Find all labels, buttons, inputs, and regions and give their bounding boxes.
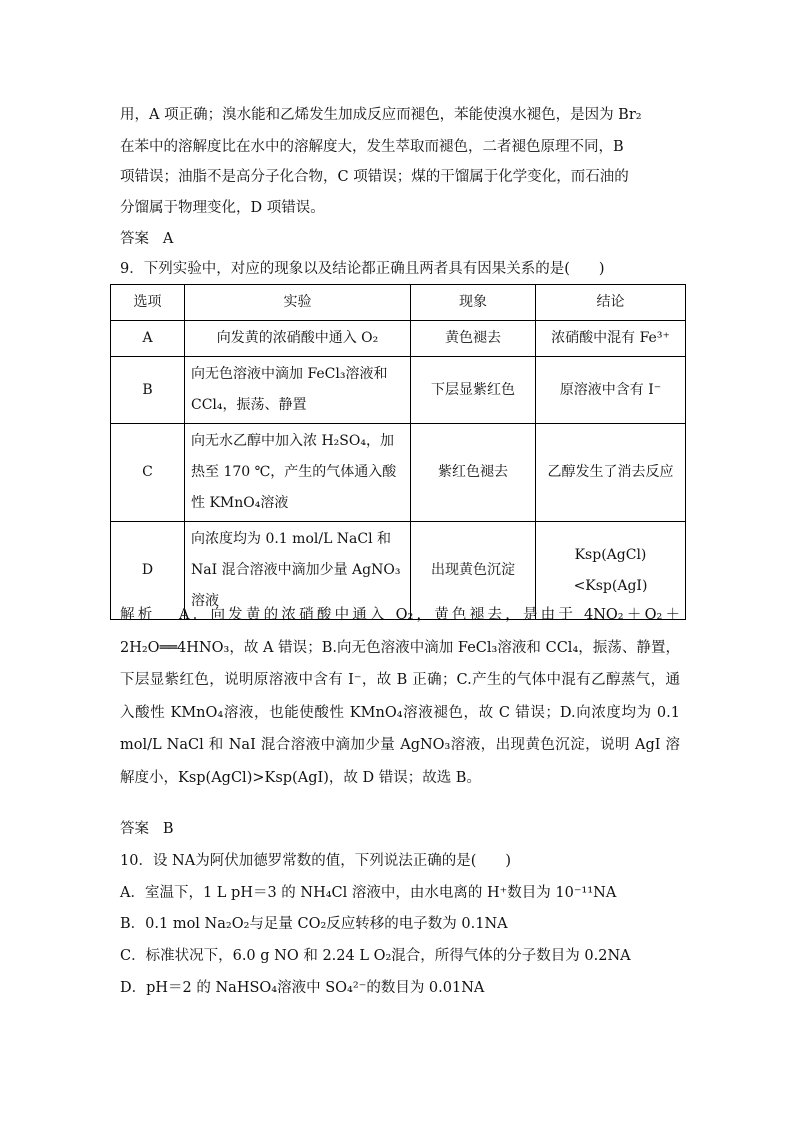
cell-experiment: 向无色溶液中滴加 FeCl₃溶液和 CCl₄，振荡、静置 bbox=[185, 357, 411, 424]
analysis-9 bbox=[120, 599, 680, 794]
answer-9 bbox=[120, 818, 173, 840]
cell-experiment: 向发黄的浓硝酸中通入 O₂ bbox=[185, 321, 411, 357]
header-conclusion: 结论 bbox=[536, 285, 686, 321]
answer-label: 答案 bbox=[120, 821, 149, 837]
answer-value: A bbox=[162, 231, 174, 247]
cell-experiment: 向浓度均为 0.1 mol/L NaCl 和 NaI 混合溶液中滴加少量 AgNO₃溶液 bbox=[185, 522, 411, 620]
question-10-option-d: D．pH＝2 的 NaHSO₄溶液中 SO₄²⁻的数目为 0.01NA bbox=[120, 980, 485, 996]
cell-phenomenon: 黄色褪去 bbox=[411, 321, 536, 357]
analysis-label: 解析 bbox=[120, 607, 156, 623]
cell-phenomenon: 下层显紫红色 bbox=[411, 357, 536, 424]
table-row bbox=[111, 424, 686, 522]
answer-value: B bbox=[162, 821, 174, 837]
table-row bbox=[111, 357, 686, 424]
header-phenomenon: 现象 bbox=[411, 285, 536, 321]
intro-line-1: 用，A 项正确；溴水能和乙烯发生加成反应而褪色，苯能使溴水褪色，是因为 Br₂ bbox=[120, 107, 642, 123]
cell-option: C bbox=[111, 424, 185, 522]
question-10-option-a: A．室温下，1 L pH＝3 的 NH₄Cl 溶液中，由水电离的 H⁺数目为 10⁻¹¹NA bbox=[120, 885, 617, 901]
intro-line-3: 项错误；油脂不是高分子化合物，C 项错误；煤的干馏属于化学变化，而石油的 bbox=[120, 169, 629, 185]
cell-phenomenon: 紫红色褪去 bbox=[411, 424, 536, 522]
question-10-option-b: B．0.1 mol Na₂O₂与足量 CO₂反应转移的电子数为 0.1NA bbox=[120, 916, 508, 932]
cell-phenomenon: 出现黄色沉淀 bbox=[411, 522, 536, 620]
intro-line-4: 分馏属于物理变化，D 项错误。 bbox=[120, 200, 325, 216]
cell-conclusion: 原溶液中含有 I⁻ bbox=[536, 357, 686, 424]
table-header-row bbox=[111, 285, 686, 321]
answer-8 bbox=[120, 228, 173, 250]
cell-experiment: 向无水乙醇中加入浓 H₂SO₄，加热至 170 ℃，产生的气体通入酸性 KMnO₄溶液 bbox=[185, 424, 411, 522]
header-experiment: 实验 bbox=[185, 285, 411, 321]
cell-conclusion: 浓硝酸中混有 Fe³⁺ bbox=[536, 321, 686, 357]
cell-option: D bbox=[111, 522, 185, 620]
cell-conclusion: 乙醇发生了消去反应 bbox=[536, 424, 686, 522]
cell-conclusion: Ksp(AgCl)<Ksp(AgI) bbox=[536, 522, 686, 620]
header-option: 选项 bbox=[111, 285, 185, 321]
analysis-text: A．向发黄的浓硝酸中通入 O₂，黄色褪去，是由于 4NO₂＋O₂＋2H₂O══4HNO₃，故 A 错误；B.向无色溶液中滴加 FeCl₃溶液和 CCl₄，振荡、静置，下层显紫红色，说明原溶液中含有 I⁻，故 B 正确；C.产生的气体中混有乙醇蒸气，通入酸性 KMnO₄溶液，也能使酸性 KMnO₄溶液褪色，故 C 错误；D.向浓度均为 0.1 mol/L NaCl 和 NaI 混合溶液中滴加少量 AgNO₃溶液，出现黄色沉淀，说明 AgI 溶解度小，Ksp(AgCl)>Ksp(AgI)，故 D 错误；故选 B。 bbox=[120, 607, 681, 786]
question-10-stem: 10．设 NA为阿伏加德罗常数的值，下列说法正确的是( ) bbox=[120, 853, 512, 869]
question-9-stem: 9．下列实验中，对应的现象以及结论都正确且两者具有因果关系的是( ) bbox=[120, 261, 605, 277]
table-row bbox=[111, 321, 686, 357]
answer-label: 答案 bbox=[120, 231, 149, 247]
intro-line-2: 在苯中的溶解度比在水中的溶解度大，发生萃取而褪色，二者褪色原理不同，B bbox=[120, 139, 624, 155]
experiment-table bbox=[110, 284, 686, 620]
cell-option: A bbox=[111, 321, 185, 357]
cell-option: B bbox=[111, 357, 185, 424]
question-10-option-c: C．标准状况下，6.0 g NO 和 2.24 L O₂混合，所得气体的分子数目为 0.2NA bbox=[120, 948, 631, 964]
